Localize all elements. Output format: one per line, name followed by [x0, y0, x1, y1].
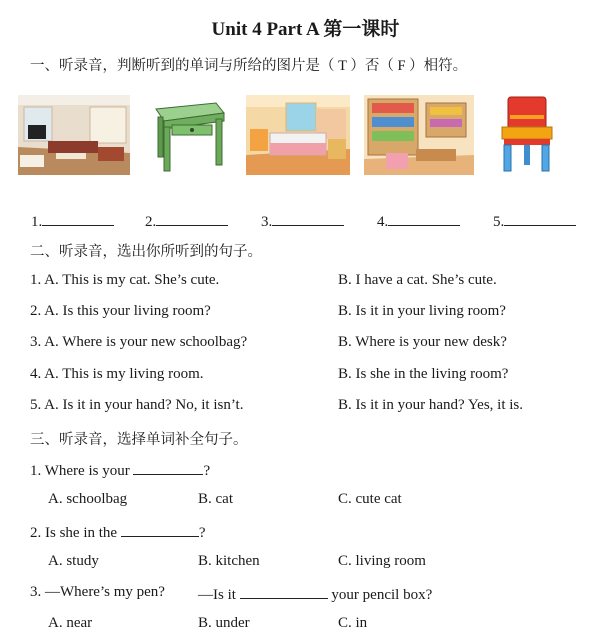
- fill-blank-2[interactable]: [121, 522, 199, 537]
- bedroom-picture: [246, 95, 350, 175]
- option-4a[interactable]: 4. A. This is my living room.: [30, 366, 204, 382]
- q3-option-b[interactable]: B. under: [198, 615, 250, 631]
- answer-blank-1[interactable]: 1.: [31, 211, 114, 231]
- chair-picture: [494, 95, 562, 175]
- section3-heading: 三、听录音，选择单词补全句子。: [30, 432, 248, 448]
- option-2b[interactable]: B. Is it in your living room?: [338, 303, 506, 319]
- answer-blank-3[interactable]: 3.: [261, 211, 344, 231]
- option-2a[interactable]: 2. A. Is this your living room?: [30, 303, 211, 319]
- q2-option-a[interactable]: A. study: [48, 553, 99, 569]
- q1-option-b[interactable]: B. cat: [198, 491, 233, 507]
- option-5b[interactable]: B. Is it in your hand? Yes, it is.: [338, 397, 524, 413]
- q3-option-a[interactable]: A. near: [48, 615, 93, 631]
- answer-blank-5[interactable]: 5.: [493, 211, 576, 231]
- page-title: Unit 4 Part A 第一课时: [211, 19, 400, 40]
- question-3-3-reply: —Is it your pencil box?: [198, 584, 432, 604]
- option-1a[interactable]: 1. A. This is my cat. She’s cute.: [30, 272, 220, 288]
- answer-blank-2[interactable]: 2.: [145, 211, 228, 231]
- option-5a[interactable]: 5. A. Is it in your hand? No, it isn’t.: [30, 397, 244, 413]
- option-3a[interactable]: 3. A. Where is your new schoolbag?: [30, 334, 248, 350]
- desk-picture: [150, 95, 228, 175]
- section2-heading: 二、听录音，选出你所听到的句子。: [30, 244, 262, 260]
- q2-option-b[interactable]: B. kitchen: [198, 553, 260, 569]
- option-3b[interactable]: B. Where is your new desk?: [338, 334, 507, 350]
- q2-option-c[interactable]: C. living room: [338, 553, 426, 569]
- study-picture: [364, 95, 474, 175]
- living-room-picture: [18, 95, 130, 175]
- answer-blank-4[interactable]: 4.: [377, 211, 460, 231]
- option-1b[interactable]: B. I have a cat. She’s cute.: [338, 272, 497, 288]
- q3-option-c[interactable]: C. in: [338, 615, 368, 631]
- q1-option-c[interactable]: C. cute cat: [338, 491, 402, 507]
- option-4b[interactable]: B. Is she in the living room?: [338, 366, 509, 382]
- section1-heading: 一、听录音，判断听到的单词与所给的图片是（ T ）否（ F ）相符。: [30, 58, 468, 74]
- question-3-3: 3. —Where’s my pen?: [30, 584, 165, 600]
- fill-blank-1[interactable]: [133, 460, 203, 475]
- fill-blank-3[interactable]: [240, 584, 328, 599]
- question-3-2: 2. Is she in the ?: [30, 522, 206, 542]
- question-3-1: 1. Where is your ?: [30, 460, 210, 480]
- q1-option-a[interactable]: A. schoolbag: [48, 491, 128, 507]
